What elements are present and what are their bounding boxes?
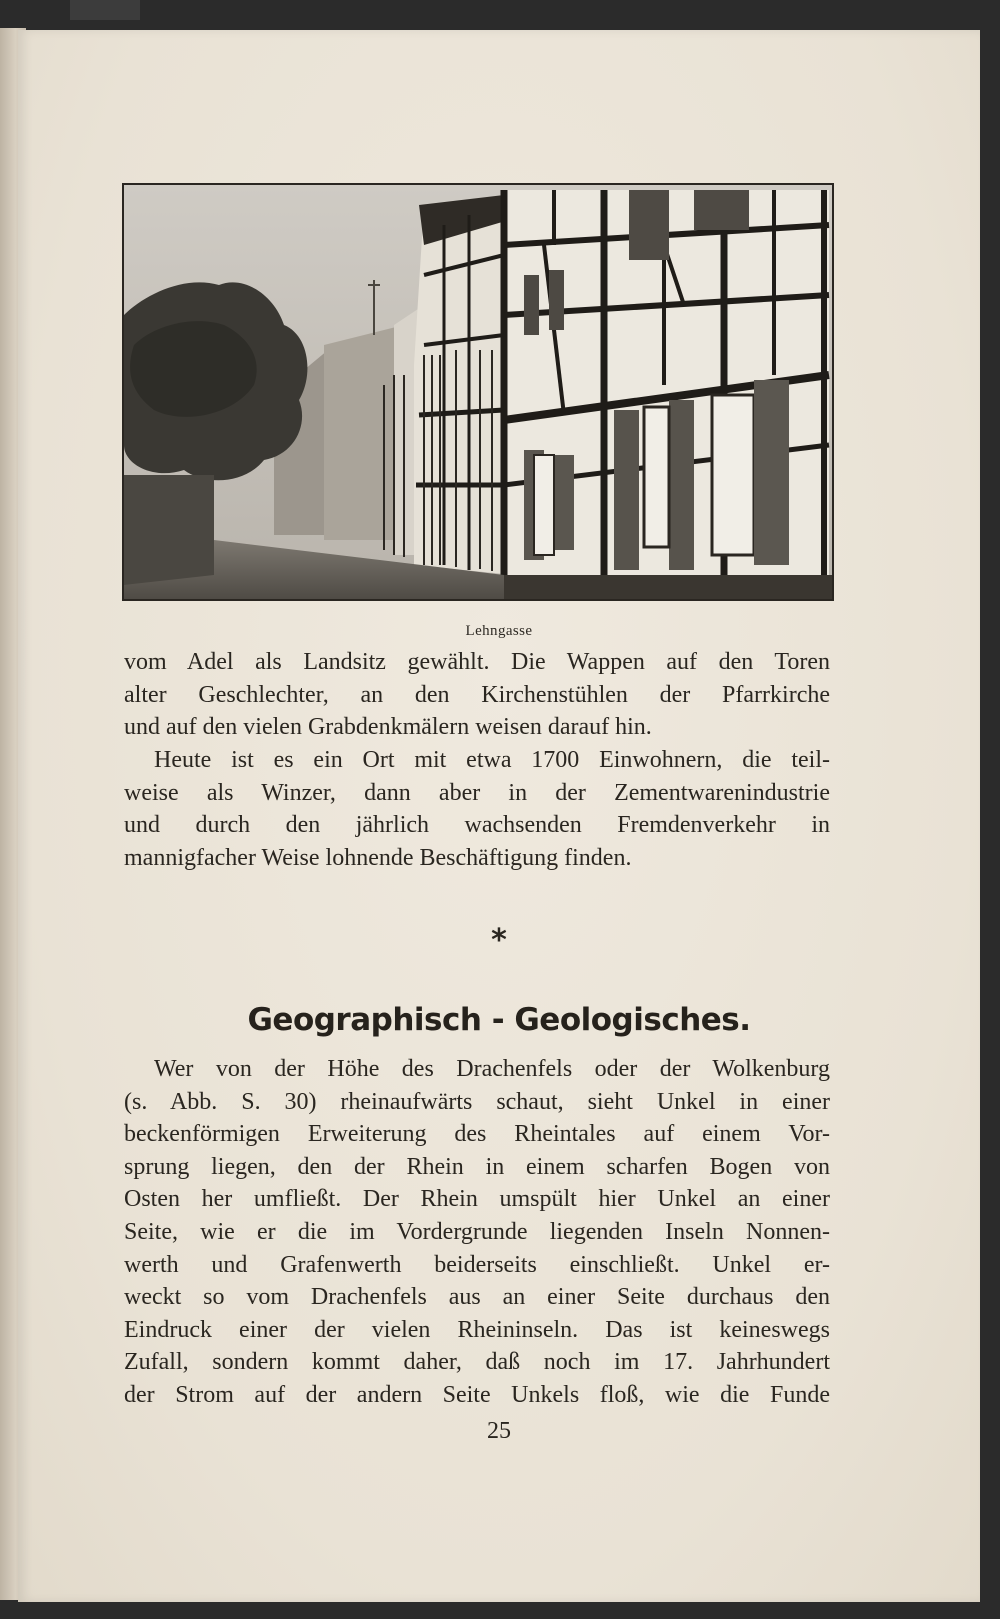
scan-edge [70,0,140,20]
text-line: Osten her umfließt. Der Rhein umspült hier Unkel an einer [124,1186,830,1213]
text-line: alter Geschlechter, an den Kirchenstühlen der Pfarrkirche [124,681,830,708]
section-heading: Geographisch - Geologisches. [247,1002,751,1038]
text-line: Wer von der Höhe des Drachenfels oder der Wolkenburg [154,1056,830,1082]
text-line: Zufall, sondern kommt daher, daß noch im 17. Jahrhundert [124,1349,830,1376]
text-line: und durch den jährlich wachsenden Fremdenverkehr in [124,812,830,839]
text-line: und auf den vielen Grabdenkmälern weisen darauf hin. [124,714,652,741]
paragraph-continuation [124,646,830,744]
paragraph-population [124,744,830,874]
section-separator: * [491,923,507,958]
book-page [18,30,980,1602]
text-line: weckt so vom Drachenfels aus an einer Seite durchaus den [124,1284,830,1311]
half-timbered-houses-photo [124,185,832,599]
page-number: 25 [487,1418,511,1444]
text-line: werth und Grafenwerth beiderseits einschließt. Unkel er- [124,1251,830,1278]
text-line: Seite, wie er die im Vordergrunde liegenden Inseln Nonnen- [124,1218,830,1245]
text-line: der Strom auf der andern Seite Unkels floß, wie die Funde [124,1381,830,1408]
photo-caption: Lehngasse [465,623,533,639]
text-line: mannigfacher Weise lohnende Beschäftigung finden. [124,844,632,871]
text-line: weise als Winzer, dann aber in der Zementwarenindustrie [124,779,830,806]
text-line: Eindruck einer der vielen Rheininseln. Das ist keineswegs [124,1316,830,1343]
paragraph-geography [124,1053,830,1412]
text-line: Heute ist es ein Ort mit etwa 1700 Einwohnern, die teil- [154,747,830,773]
street-photo [122,183,834,601]
text-line: vom Adel als Landsitz gewählt. Die Wappen auf den Toren [124,649,830,675]
text-line: (s. Abb. S. 30) rheinaufwärts schaut, sieht Unkel in einer [124,1088,830,1115]
text-line: beckenförmigen Erweiterung des Rheintales auf einem Vor- [124,1121,830,1148]
text-line: sprung liegen, den der Rhein in einem scharfen Bogen von [124,1153,830,1180]
